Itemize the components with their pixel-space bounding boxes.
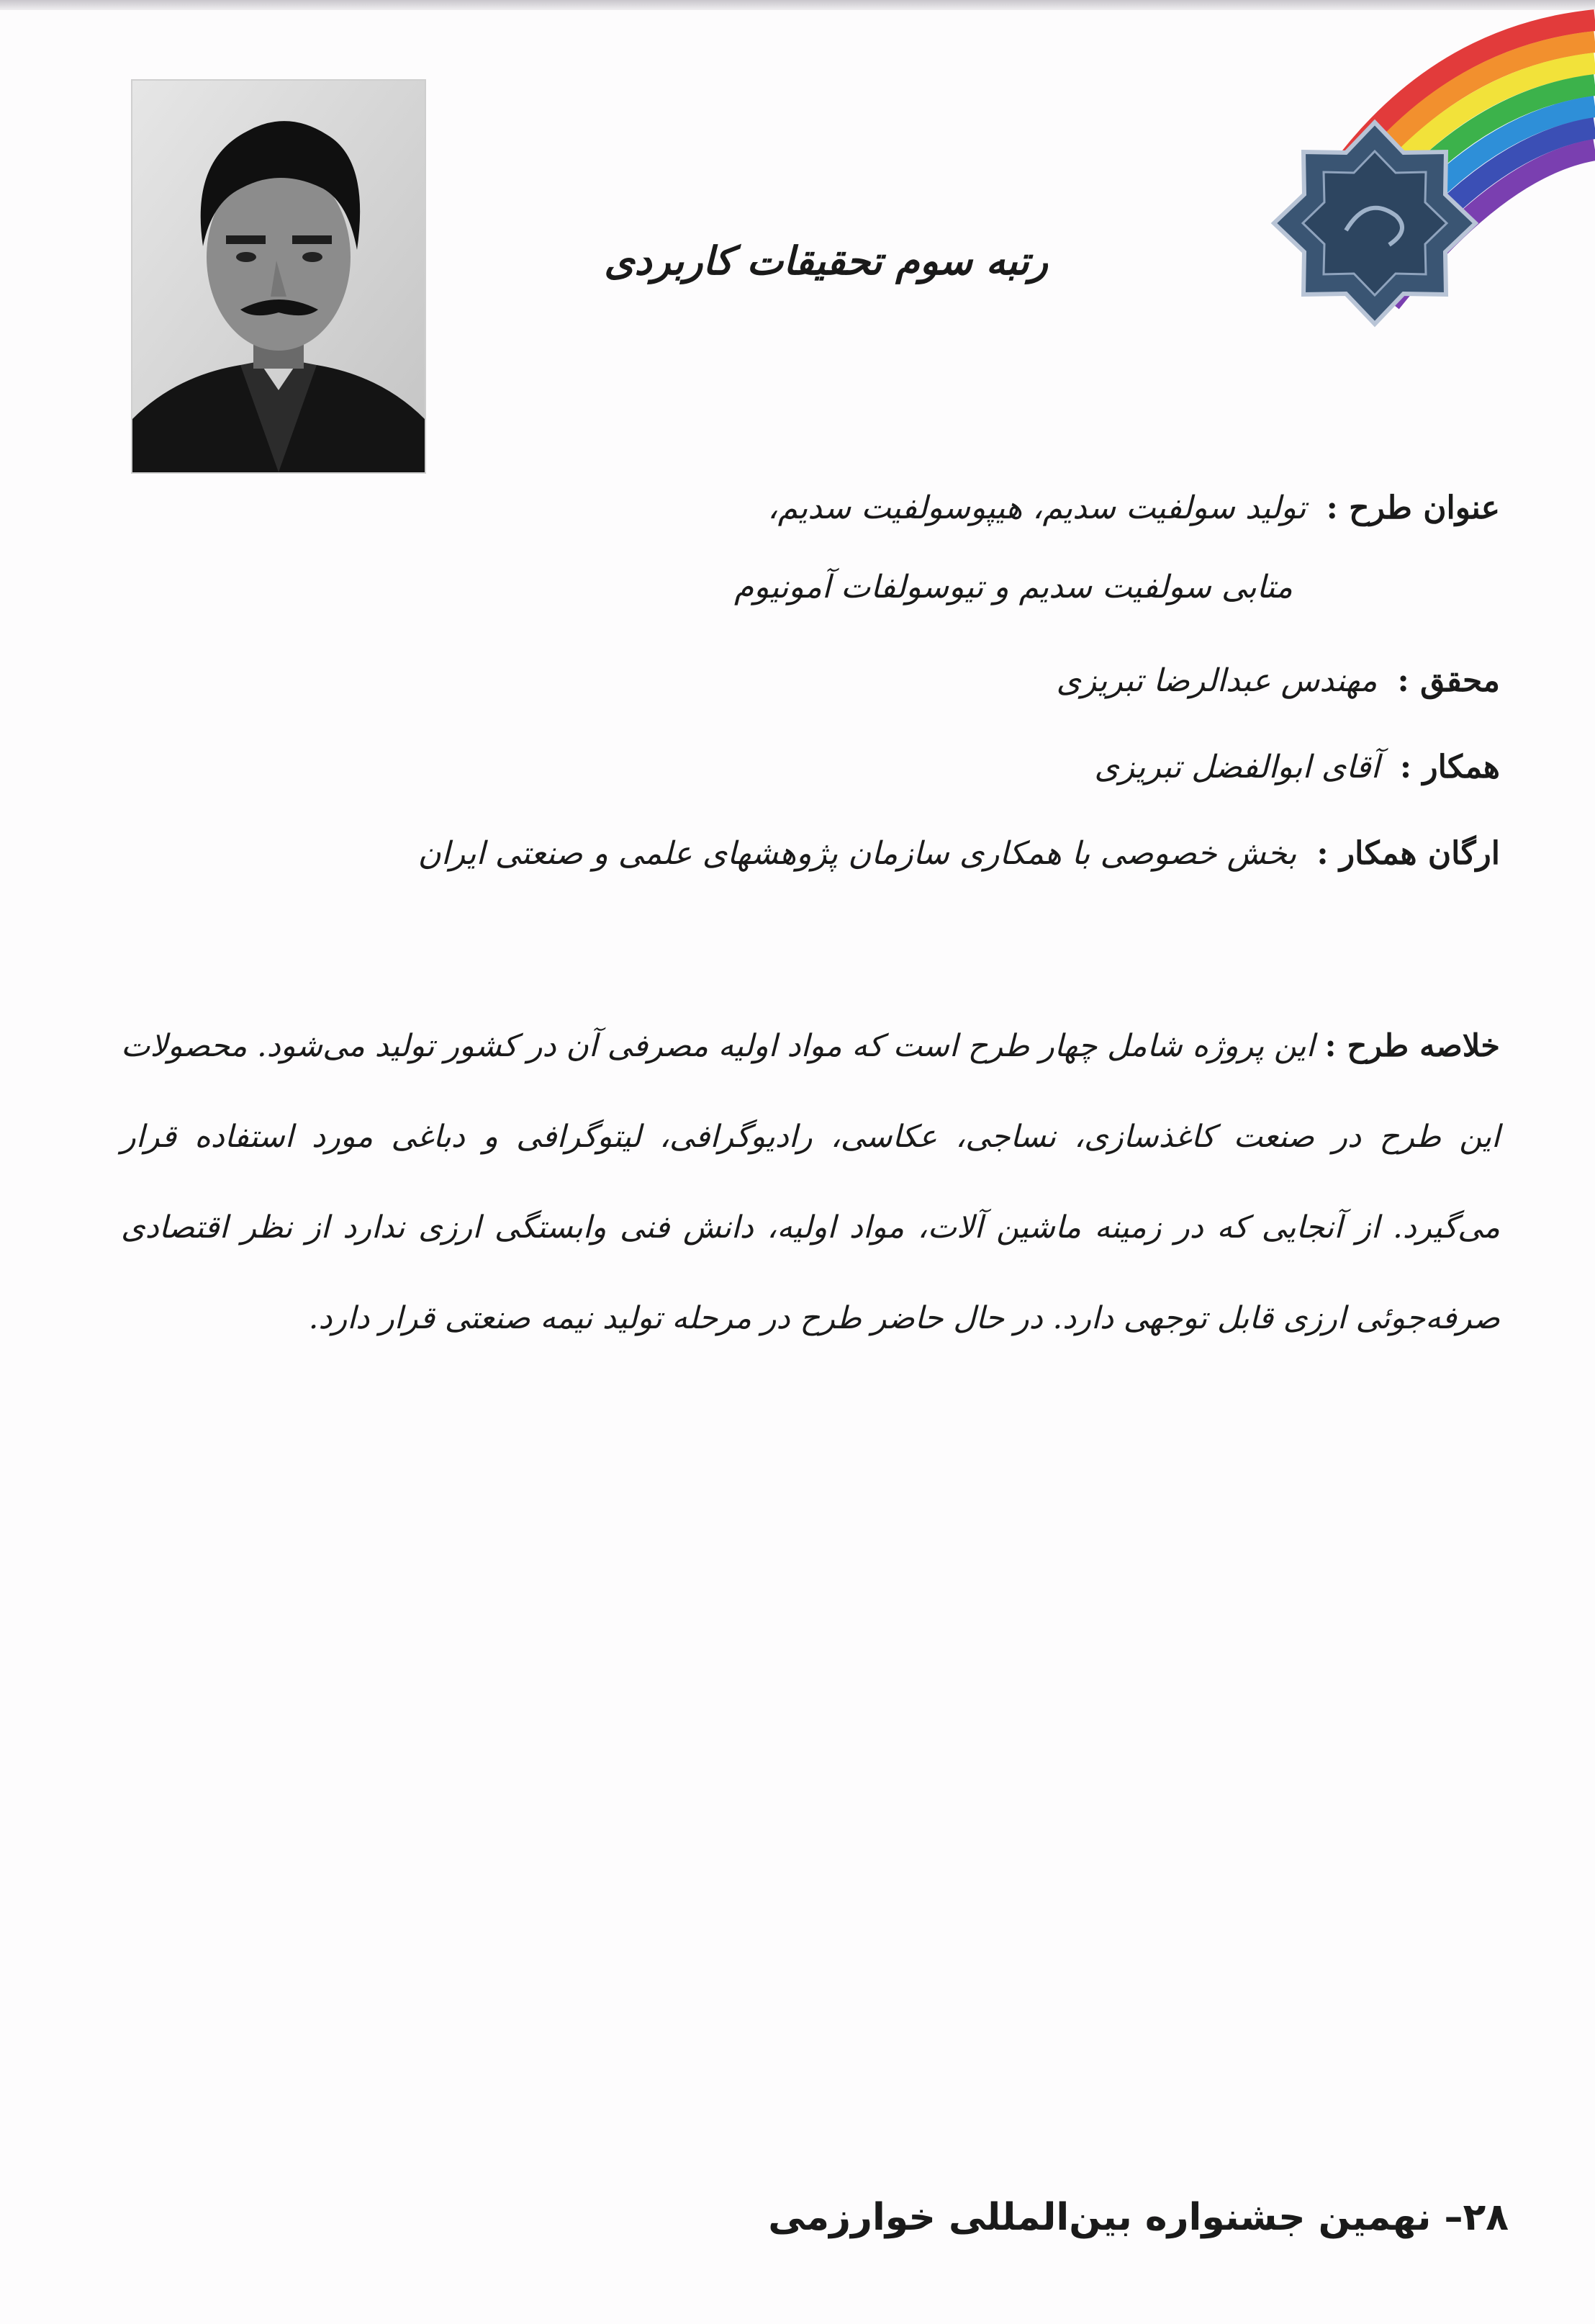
project-title-row (768, 490, 1500, 526)
page-footer: ۲۸– نهمین جشنواره بین‌المللی خوارزمی (768, 2196, 1509, 2239)
researcher-name: مهندس عبدالرضا تبریزی (1056, 662, 1378, 699)
researcher-label: محقق : (1397, 662, 1500, 699)
page-heading: رتبه سوم تحقیقات کاربردی (604, 238, 1048, 284)
collaborator-row (1094, 749, 1500, 785)
researcher-row (1057, 662, 1500, 699)
project-title-row-2 (734, 569, 1293, 605)
organization-row (418, 835, 1501, 872)
organization-name: بخش خصوصی با همکاری سازمان پژوهشهای علمی و صنعتی ایران (417, 835, 1297, 872)
collaborator-label: همکار : (1399, 749, 1500, 785)
project-title-label: عنوان طرح : (1326, 490, 1500, 526)
project-title-line1: تولید سولفیت سدیم، هیپوسولفیت سدیم، (767, 490, 1306, 526)
summary-label: خلاصه طرح : (1324, 1028, 1500, 1064)
summary-text: این پروژه شامل چهار طرح است که مواد اولیه مصرفی آن در کشور تولید می‌شود. محصولات این طرح در صنعت کاغذسازی، نساجی، عکاسی، رادیوگرافی، لیتوگرافی و دباغی مورد استفاده قرار می‌گیرد. از آنجایی که در زمینه ماشین آلات، مواد اولیه، دانش فنی وابستگی ارزی ندارد از نظر اقتصادی صرفه‌جوئی ارزی قابل توجهی دارد. در حال حاضر طرح در مرحله تولید نیمه صنعتی قرار دارد. (121, 1028, 1500, 1336)
project-summary (121, 1001, 1500, 1364)
project-title-line2: متابی سولفیت سدیم و تیوسولفات آمونیوم (734, 569, 1293, 605)
rainbow-emblem-logo (1252, 7, 1595, 367)
collaborator-name: آقای ابوالفضل تبریزی (1094, 749, 1380, 785)
researcher-photo (131, 79, 426, 474)
organization-label: ارگان همکار : (1316, 835, 1500, 872)
